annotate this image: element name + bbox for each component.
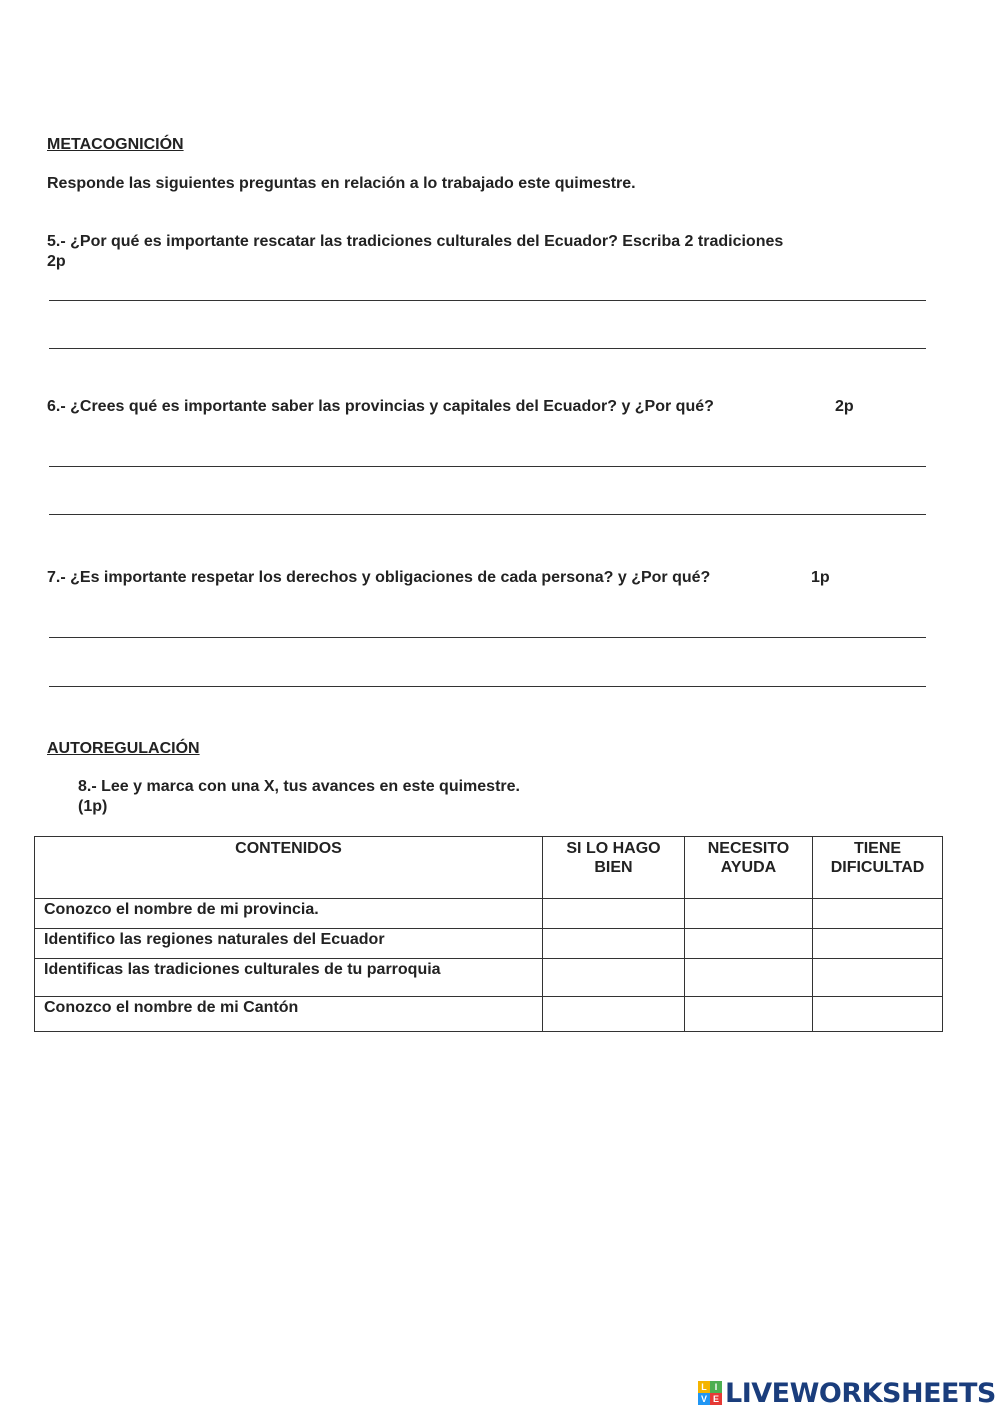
autoregulation-points: (1p): [78, 798, 108, 815]
mark-cell-need-help[interactable]: [685, 929, 813, 959]
row-content: Conozco el nombre de mi Cantón: [35, 997, 543, 1032]
row-content: Identifico las regiones naturales del Ecuador: [35, 929, 543, 959]
mark-cell-do-well[interactable]: [543, 929, 685, 959]
question-6-points: 2p: [835, 398, 854, 415]
mark-cell-difficulty[interactable]: [813, 959, 943, 997]
answer-line[interactable]: [49, 514, 926, 515]
brand-name: LIVEWORKSHEETS: [725, 1377, 996, 1409]
question-5-text: 5.- ¿Por qué es importante rescatar las tradiciones culturales del Ecuador? Escriba 2 tradiciones: [47, 233, 784, 250]
question-6-text: 6.- ¿Crees qué es importante saber las provincias y capitales del Ecuador? y ¿Por qué?: [47, 398, 714, 415]
question-7-points: 1p: [811, 569, 830, 586]
row-content: Conozco el nombre de mi provincia.: [35, 899, 543, 929]
autoregulation-instruction: 8.- Lee y marca con una X, tus avances en este quimestre.: [78, 778, 520, 795]
mark-cell-difficulty[interactable]: [813, 929, 943, 959]
self-assessment-table: [34, 836, 943, 1032]
header-contents: CONTENIDOS: [35, 837, 543, 899]
mark-cell-do-well[interactable]: [543, 899, 685, 929]
mark-cell-do-well[interactable]: [543, 997, 685, 1032]
metacognition-instruction: Responde las siguientes preguntas en relación a lo trabajado este quimestre.: [47, 175, 636, 192]
table-row: [35, 997, 943, 1032]
mark-cell-difficulty[interactable]: [813, 899, 943, 929]
table-row: [35, 929, 943, 959]
mark-cell-do-well[interactable]: [543, 959, 685, 997]
header-need-help: NECESITO AYUDA: [685, 837, 813, 899]
question-7-text: 7.- ¿Es importante respetar los derechos y obligaciones de cada persona? y ¿Por qué?: [47, 569, 711, 586]
mark-cell-need-help[interactable]: [685, 959, 813, 997]
autoregulation-heading: AUTOREGULACIÓN: [47, 740, 200, 757]
answer-line[interactable]: [49, 637, 926, 638]
header-do-well: SI LO HAGO BIEN: [543, 837, 685, 899]
answer-line[interactable]: [49, 348, 926, 349]
mark-cell-difficulty[interactable]: [813, 997, 943, 1032]
liveworksheets-mark-icon: L I V E: [698, 1381, 722, 1405]
header-difficulty: TIENE DIFICULTAD: [813, 837, 943, 899]
liveworksheets-logo: [698, 1377, 996, 1409]
row-content: Identificas las tradiciones culturales de tu parroquia: [35, 959, 543, 997]
mark-cell-need-help[interactable]: [685, 997, 813, 1032]
metacognition-heading: METACOGNICIÓN: [47, 136, 184, 153]
answer-line[interactable]: [49, 686, 926, 687]
question-5-points: 2p: [47, 253, 66, 270]
table-row: [35, 959, 943, 997]
answer-line[interactable]: [49, 466, 926, 467]
mark-cell-need-help[interactable]: [685, 899, 813, 929]
table-row: [35, 899, 943, 929]
table-header-row: [35, 837, 943, 899]
answer-line[interactable]: [49, 300, 926, 301]
